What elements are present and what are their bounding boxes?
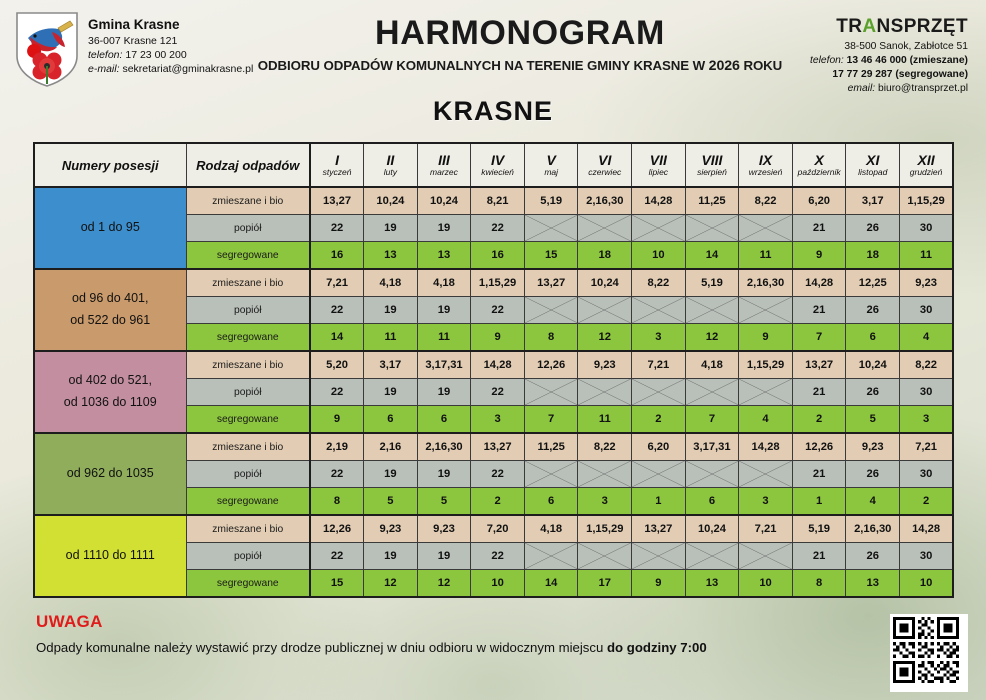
waste-type-label: zmieszane i bio <box>186 351 310 379</box>
no-collection-cell <box>739 461 793 488</box>
collection-dates-cell: 26 <box>846 379 900 406</box>
collection-dates-cell: 18 <box>578 242 632 270</box>
waste-type-label: popiół <box>186 297 310 324</box>
collection-dates-cell: 19 <box>417 543 471 570</box>
collection-dates-cell: 12,26 <box>792 433 846 461</box>
waste-type-label: popiół <box>186 543 310 570</box>
month-roman: II <box>386 151 395 168</box>
collection-dates-cell: 2 <box>900 488 954 516</box>
collection-dates-cell: 16 <box>310 242 364 270</box>
collection-dates-cell: 9,23 <box>900 269 954 297</box>
month-name: marzec <box>430 167 458 178</box>
municipality-info <box>88 16 253 76</box>
no-collection-cell <box>685 297 739 324</box>
collection-dates-cell: 14 <box>310 324 364 352</box>
no-collection-cell <box>524 215 578 242</box>
no-collection-cell <box>524 543 578 570</box>
no-collection-cell <box>632 297 686 324</box>
municipality-email-label: e-mail: <box>88 63 120 76</box>
collection-dates-cell: 12,25 <box>846 269 900 297</box>
page-subtitle <box>230 58 810 74</box>
header-month-luty <box>364 143 418 187</box>
subtitle-year: 2026 <box>708 58 740 74</box>
collection-dates-cell: 4 <box>900 324 954 352</box>
waste-type-label: zmieszane i bio <box>186 187 310 215</box>
collection-dates-cell: 8 <box>524 324 578 352</box>
collection-dates-cell: 9,23 <box>417 515 471 543</box>
page-title: HARMONOGRAM <box>375 14 665 52</box>
title-block <box>230 14 810 74</box>
no-collection-cell <box>739 215 793 242</box>
waste-type-label: segregowane <box>186 324 310 352</box>
collection-dates-cell: 4,18 <box>685 351 739 379</box>
coat-of-arms-icon <box>14 10 80 88</box>
collection-dates-cell: 8 <box>310 488 364 516</box>
company-info <box>810 14 968 96</box>
collection-dates-cell: 7 <box>685 406 739 434</box>
month-roman: XI <box>866 151 880 168</box>
collection-dates-cell: 30 <box>900 379 954 406</box>
no-collection-cell <box>632 379 686 406</box>
collection-dates-cell: 11 <box>578 406 632 434</box>
collection-dates-cell: 4,18 <box>524 515 578 543</box>
collection-dates-cell: 11,25 <box>685 187 739 215</box>
month-name: sierpień <box>697 167 727 178</box>
no-collection-cell <box>685 543 739 570</box>
collection-dates-cell: 19 <box>364 461 418 488</box>
collection-dates-cell: 9,23 <box>364 515 418 543</box>
collection-dates-cell: 7,21 <box>310 269 364 297</box>
collection-dates-cell: 19 <box>364 379 418 406</box>
month-roman: VI <box>598 151 612 168</box>
collection-dates-cell: 14 <box>685 242 739 270</box>
municipality-email: sekretariat@gminakrasne.pl <box>122 63 254 76</box>
collection-dates-cell: 10 <box>739 570 793 598</box>
collection-dates-cell: 26 <box>846 215 900 242</box>
collection-dates-cell: 6 <box>524 488 578 516</box>
collection-dates-cell: 21 <box>792 379 846 406</box>
address-range-line: od 96 do 401, <box>72 291 149 306</box>
collection-dates-cell: 2 <box>792 406 846 434</box>
collection-dates-cell: 11 <box>417 324 471 352</box>
collection-dates-cell: 8,22 <box>900 351 954 379</box>
waste-type-label: popiół <box>186 379 310 406</box>
address-group-label <box>34 351 186 433</box>
collection-dates-cell: 1 <box>632 488 686 516</box>
collection-dates-cell: 19 <box>364 215 418 242</box>
collection-dates-cell: 1,15,29 <box>900 187 954 215</box>
collection-dates-cell: 22 <box>310 379 364 406</box>
collection-dates-cell: 19 <box>417 215 471 242</box>
collection-dates-cell: 12 <box>685 324 739 352</box>
collection-dates-cell: 3 <box>900 406 954 434</box>
collection-dates-cell: 7,21 <box>632 351 686 379</box>
collection-dates-cell: 1,15,29 <box>739 351 793 379</box>
address-range-line: od 522 do 961 <box>70 313 151 327</box>
company-logo <box>810 14 968 40</box>
collection-dates-cell: 9,23 <box>846 433 900 461</box>
month-name: czerwiec <box>588 167 622 178</box>
collection-dates-cell: 13,27 <box>471 433 525 461</box>
header-month-lipiec <box>632 143 686 187</box>
collection-dates-cell: 21 <box>792 297 846 324</box>
collection-dates-cell: 1,15,29 <box>471 269 525 297</box>
waste-type-label: segregowane <box>186 570 310 598</box>
collection-dates-cell: 19 <box>417 297 471 324</box>
collection-dates-cell: 22 <box>310 543 364 570</box>
collection-dates-cell: 2,16,30 <box>417 433 471 461</box>
collection-dates-cell: 5,19 <box>524 187 578 215</box>
collection-dates-cell: 19 <box>417 461 471 488</box>
collection-dates-cell: 4,18 <box>364 269 418 297</box>
subtitle-prefix: ODBIORU ODPADÓW KOMUNALNYCH NA TERENIE GMINY KRASNE W <box>257 58 709 73</box>
collection-dates-cell: 5 <box>364 488 418 516</box>
collection-dates-cell: 13,27 <box>310 187 364 215</box>
no-collection-cell <box>632 215 686 242</box>
collection-dates-cell: 7,20 <box>471 515 525 543</box>
collection-dates-cell: 21 <box>792 543 846 570</box>
note-text: Odpady komunalne należy wystawić przy drodze publicznej w dniu odbioru w widocznym miejscu <box>36 640 607 655</box>
collection-dates-cell: 6 <box>417 406 471 434</box>
month-name: listopad <box>858 167 888 178</box>
collection-dates-cell: 17 <box>578 570 632 598</box>
address-group-label <box>34 433 186 515</box>
collection-dates-cell: 14,28 <box>792 269 846 297</box>
no-collection-cell <box>578 215 632 242</box>
no-collection-cell <box>632 461 686 488</box>
collection-dates-cell: 11 <box>739 242 793 270</box>
address-range-line: od 962 do 1035 <box>66 466 154 481</box>
collection-dates-cell: 30 <box>900 297 954 324</box>
month-roman: VII <box>649 151 667 168</box>
collection-dates-cell: 2,16,30 <box>739 269 793 297</box>
month-roman: IV <box>490 151 505 168</box>
month-name: grudzień <box>909 167 943 178</box>
month-roman: I <box>335 151 339 168</box>
month-name: kwiecień <box>481 167 514 178</box>
collection-dates-cell: 19 <box>417 379 471 406</box>
company-address: 38-500 Sanok, Zabłotce 51 <box>844 40 968 52</box>
collection-dates-cell: 14,28 <box>471 351 525 379</box>
collection-dates-cell: 13,27 <box>792 351 846 379</box>
header-month-wrzesień <box>739 143 793 187</box>
collection-dates-cell: 3 <box>632 324 686 352</box>
collection-dates-cell: 22 <box>471 379 525 406</box>
collection-dates-cell: 15 <box>524 242 578 270</box>
month-roman: III <box>438 151 450 168</box>
no-collection-cell <box>578 297 632 324</box>
collection-dates-cell: 4,18 <box>417 269 471 297</box>
header-month-marzec <box>417 143 471 187</box>
month-roman: XII <box>917 151 935 168</box>
collection-dates-cell: 5,19 <box>685 269 739 297</box>
collection-dates-cell: 13 <box>846 570 900 598</box>
collection-dates-cell: 6 <box>364 406 418 434</box>
collection-dates-cell: 26 <box>846 543 900 570</box>
collection-dates-cell: 14,28 <box>900 515 954 543</box>
collection-dates-cell: 3,17 <box>846 187 900 215</box>
collection-dates-cell: 9 <box>792 242 846 270</box>
header-month-sierpień <box>685 143 739 187</box>
collection-dates-cell: 4 <box>739 406 793 434</box>
header-addresses: Numery posesji <box>34 143 186 187</box>
month-name: maj <box>544 167 559 178</box>
municipality-phone-label: telefon: <box>88 49 123 62</box>
collection-dates-cell: 14,28 <box>739 433 793 461</box>
collection-dates-cell: 6 <box>685 488 739 516</box>
collection-dates-cell: 9 <box>739 324 793 352</box>
collection-dates-cell: 10,24 <box>846 351 900 379</box>
no-collection-cell <box>739 379 793 406</box>
collection-dates-cell: 11,25 <box>524 433 578 461</box>
month-roman: VIII <box>701 151 723 168</box>
collection-dates-cell: 19 <box>364 297 418 324</box>
collection-dates-cell: 13 <box>685 570 739 598</box>
collection-dates-cell: 8,22 <box>739 187 793 215</box>
address-group-label <box>34 515 186 597</box>
collection-dates-cell: 13 <box>364 242 418 270</box>
collection-dates-cell: 11 <box>900 242 954 270</box>
collection-dates-cell: 16 <box>471 242 525 270</box>
collection-dates-cell: 14 <box>524 570 578 598</box>
month-name: wrzesień <box>748 167 783 178</box>
collection-dates-cell: 9 <box>632 570 686 598</box>
no-collection-cell <box>524 379 578 406</box>
collection-dates-cell: 2 <box>632 406 686 434</box>
logo-part2: NSPRZĘT <box>876 16 968 37</box>
no-collection-cell <box>739 297 793 324</box>
municipality-address: 36-007 Krasne 121 <box>88 35 178 48</box>
table-row <box>34 515 953 543</box>
collection-dates-cell: 10 <box>632 242 686 270</box>
collection-dates-cell: 6,20 <box>792 187 846 215</box>
collection-dates-cell: 12,26 <box>310 515 364 543</box>
no-collection-cell <box>685 215 739 242</box>
collection-dates-cell: 1,15,29 <box>578 515 632 543</box>
logo-part1: TR <box>836 16 863 37</box>
collection-dates-cell: 4 <box>846 488 900 516</box>
collection-dates-cell: 3 <box>739 488 793 516</box>
collection-dates-cell: 3,17 <box>364 351 418 379</box>
month-name: lipiec <box>648 167 669 178</box>
table-body <box>34 187 953 597</box>
collection-dates-cell: 7,21 <box>739 515 793 543</box>
table-row <box>34 351 953 379</box>
collection-dates-cell: 5,20 <box>310 351 364 379</box>
collection-schedule-table <box>33 142 954 598</box>
no-collection-cell <box>578 461 632 488</box>
waste-type-label: segregowane <box>186 406 310 434</box>
no-collection-cell <box>632 543 686 570</box>
collection-dates-cell: 21 <box>792 461 846 488</box>
collection-dates-cell: 19 <box>364 543 418 570</box>
collection-dates-cell: 2,16,30 <box>846 515 900 543</box>
collection-dates-cell: 30 <box>900 461 954 488</box>
collection-dates-cell: 10 <box>900 570 954 598</box>
no-collection-cell <box>685 461 739 488</box>
month-name: styczeń <box>322 167 352 178</box>
no-collection-cell <box>578 379 632 406</box>
collection-dates-cell: 8,22 <box>578 433 632 461</box>
header-month-maj <box>524 143 578 187</box>
collection-dates-cell: 22 <box>471 543 525 570</box>
collection-dates-cell: 14,28 <box>632 187 686 215</box>
no-collection-cell <box>578 543 632 570</box>
collection-dates-cell: 2 <box>471 488 525 516</box>
month-roman: X <box>814 151 824 168</box>
qr-code[interactable] <box>890 614 968 692</box>
waste-type-label: segregowane <box>186 488 310 516</box>
no-collection-cell <box>524 461 578 488</box>
waste-type-label: segregowane <box>186 242 310 270</box>
waste-type-label: popiół <box>186 215 310 242</box>
collection-dates-cell: 2,16,30 <box>578 187 632 215</box>
collection-dates-cell: 10,24 <box>578 269 632 297</box>
collection-dates-cell: 10,24 <box>364 187 418 215</box>
table-header <box>34 143 953 187</box>
waste-type-label: zmieszane i bio <box>186 269 310 297</box>
municipality-phone: 17 23 00 200 <box>125 49 187 62</box>
collection-dates-cell: 22 <box>310 215 364 242</box>
company-phone-sorted: 17 77 29 287 (segregowane) <box>832 68 968 80</box>
header-month-styczeń <box>310 143 364 187</box>
collection-dates-cell: 9 <box>310 406 364 434</box>
collection-dates-cell: 22 <box>471 461 525 488</box>
address-group-label <box>34 269 186 351</box>
collection-dates-cell: 3 <box>471 406 525 434</box>
company-email: biuro@transprzet.pl <box>877 82 968 94</box>
table-row <box>34 269 953 297</box>
collection-dates-cell: 8,21 <box>471 187 525 215</box>
collection-dates-cell: 11 <box>364 324 418 352</box>
waste-type-label: popiół <box>186 461 310 488</box>
village-name: KRASNE <box>432 96 553 126</box>
collection-dates-cell: 3,17,31 <box>685 433 739 461</box>
month-name: luty <box>383 167 397 178</box>
collection-dates-cell: 30 <box>900 543 954 570</box>
warning-note <box>36 640 707 655</box>
collection-dates-cell: 5 <box>417 488 471 516</box>
collection-dates-cell: 6 <box>846 324 900 352</box>
collection-dates-cell: 26 <box>846 297 900 324</box>
collection-dates-cell: 3,17,31 <box>417 351 471 379</box>
header-month-czerwiec <box>578 143 632 187</box>
collection-dates-cell: 7 <box>792 324 846 352</box>
collection-dates-cell: 12 <box>578 324 632 352</box>
collection-dates-cell: 22 <box>310 297 364 324</box>
collection-dates-cell: 9,23 <box>578 351 632 379</box>
company-phone-label: telefon: <box>809 54 844 66</box>
collection-dates-cell: 8,22 <box>632 269 686 297</box>
table-row <box>34 433 953 461</box>
collection-dates-cell: 12 <box>417 570 471 598</box>
header-month-listopad <box>846 143 900 187</box>
no-collection-cell <box>685 379 739 406</box>
address-range-line: od 1110 do 1111 <box>65 548 155 563</box>
collection-dates-cell: 8 <box>792 570 846 598</box>
month-roman: V <box>546 151 556 168</box>
collection-dates-cell: 10,24 <box>417 187 471 215</box>
collection-dates-cell: 10,24 <box>685 515 739 543</box>
collection-dates-cell: 7,21 <box>900 433 954 461</box>
collection-dates-cell: 12,26 <box>524 351 578 379</box>
table-row <box>34 187 953 215</box>
collection-dates-cell: 13,27 <box>524 269 578 297</box>
collection-dates-cell: 18 <box>846 242 900 270</box>
collection-dates-cell: 13,27 <box>632 515 686 543</box>
header <box>0 0 986 92</box>
month-roman: IX <box>758 151 773 168</box>
collection-dates-cell: 3 <box>578 488 632 516</box>
collection-dates-cell: 30 <box>900 215 954 242</box>
address-range-line: od 402 do 521, <box>68 373 152 388</box>
collection-dates-cell: 5 <box>846 406 900 434</box>
collection-dates-cell: 21 <box>792 215 846 242</box>
collection-dates-cell: 2,16 <box>364 433 418 461</box>
collection-dates-cell: 5,19 <box>792 515 846 543</box>
collection-dates-cell: 7 <box>524 406 578 434</box>
address-range-line: od 1 do 95 <box>80 220 140 235</box>
header-month-październik <box>792 143 846 187</box>
collection-dates-cell: 9 <box>471 324 525 352</box>
company-phone-mixed: 13 46 46 000 (zmieszane) <box>846 54 968 66</box>
collection-dates-cell: 26 <box>846 461 900 488</box>
no-collection-cell <box>524 297 578 324</box>
address-group-label <box>34 187 186 269</box>
collection-dates-cell: 22 <box>310 461 364 488</box>
header-month-grudzień <box>900 143 954 187</box>
waste-type-label: zmieszane i bio <box>186 433 310 461</box>
company-email-label: email: <box>847 82 876 94</box>
logo-accent-letter: A <box>862 16 877 37</box>
collection-dates-cell: 12 <box>364 570 418 598</box>
collection-dates-cell: 2,19 <box>310 433 364 461</box>
collection-dates-cell: 15 <box>310 570 364 598</box>
header-month-kwiecień <box>471 143 525 187</box>
collection-dates-cell: 22 <box>471 297 525 324</box>
waste-type-label: zmieszane i bio <box>186 515 310 543</box>
collection-dates-cell: 22 <box>471 215 525 242</box>
note-deadline: do godziny 7:00 <box>607 640 707 655</box>
collection-dates-cell: 10 <box>471 570 525 598</box>
subtitle-suffix: ROKU <box>739 58 783 73</box>
municipality-name: Gmina Krasne <box>88 17 180 32</box>
header-waste-type: Rodzaj odpadów <box>186 143 310 187</box>
collection-dates-cell: 1 <box>792 488 846 516</box>
collection-dates-cell: 6,20 <box>632 433 686 461</box>
collection-dates-cell: 13 <box>417 242 471 270</box>
no-collection-cell <box>739 543 793 570</box>
month-name: październik <box>797 167 841 178</box>
address-range-line: od 1036 do 1109 <box>63 395 157 409</box>
warning-title: UWAGA <box>36 612 103 631</box>
